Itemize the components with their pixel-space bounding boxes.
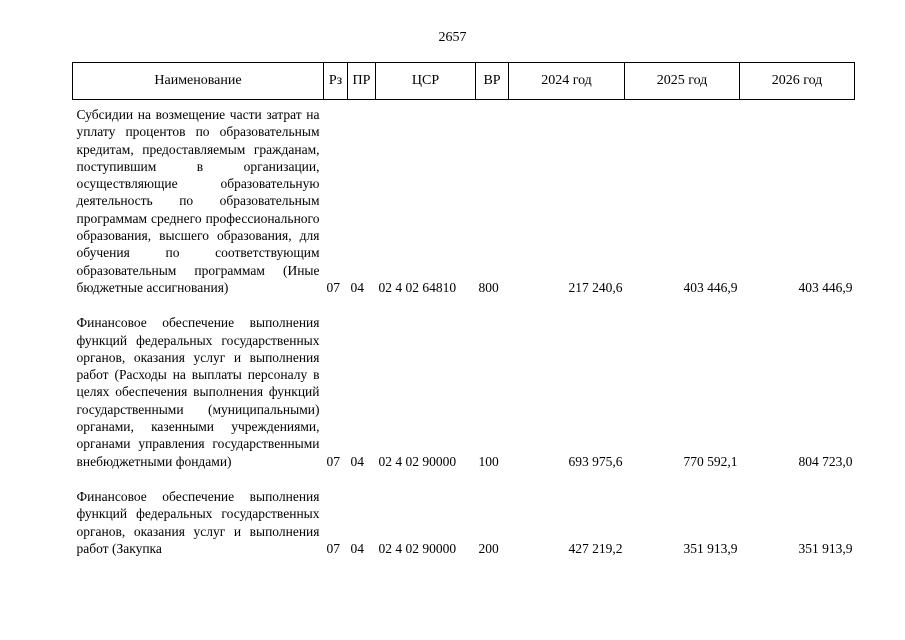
header-row [73,63,855,100]
row-pr: 04 [350,453,364,469]
row-2025: 351 913,9 [683,540,738,556]
row-vr: 200 [478,540,499,556]
table-row [73,482,855,557]
row-2024: 217 240,6 [568,279,623,295]
row-2026: 804 723,0 [798,453,853,469]
header-pr: ПР [348,63,376,100]
row-csr: 02 4 02 90000 [378,453,457,469]
row-2026: 351 913,9 [798,540,853,556]
table-row [73,100,855,309]
budget-table [72,62,855,557]
header-vr: ВР [476,63,509,100]
row-name: Субсидии на возмещение части затрат на уплату процентов по образовательным кредитам, предоставляемым гражданам, поступившим в организации, осуществляющие образовательную деятельность по образовательным программам среднего профессионального образования, высшего образования, для обучения по соответствующим образовательным программам (Иные бюджетные ассигнования) [76,107,320,295]
row-2025: 403 446,9 [683,279,738,295]
row-pr: 04 [350,540,364,556]
header-2024: 2024 год [509,63,625,100]
row-name: Финансовое обеспечение выполнения функций федеральных государственных органов, оказания услуг и выполнения работ (Расходы на выплаты персоналу в целях обеспечения выполнения функций государственными (муниципальными) органами, казенными учреждениями, органами управления государственными внебюджетными фондами) [76,315,320,469]
row-2024: 693 975,6 [568,453,623,469]
row-2026: 403 446,9 [798,279,853,295]
row-vr: 100 [478,453,499,469]
row-vr: 800 [478,279,499,295]
row-csr: 02 4 02 90000 [378,540,457,556]
header-rz: Рз [324,63,348,100]
header-name: Наименование [73,63,324,100]
page-number: 2657 [438,30,467,45]
row-pr: 04 [350,279,364,295]
row-2024: 427 219,2 [568,540,623,556]
row-2025: 770 592,1 [683,453,738,469]
row-rz: 07 [326,279,340,295]
row-name: Финансовое обеспечение выполнения функций федеральных государственных органов, оказания услуг и выполнения работ (Закупка [76,488,320,556]
row-csr: 02 4 02 64810 [378,279,457,295]
header-2025: 2025 год [625,63,740,100]
header-csr: ЦСР [376,63,476,100]
table-row [73,308,855,482]
row-rz: 07 [326,540,340,556]
row-rz: 07 [326,453,340,469]
header-2026: 2026 год [740,63,855,100]
